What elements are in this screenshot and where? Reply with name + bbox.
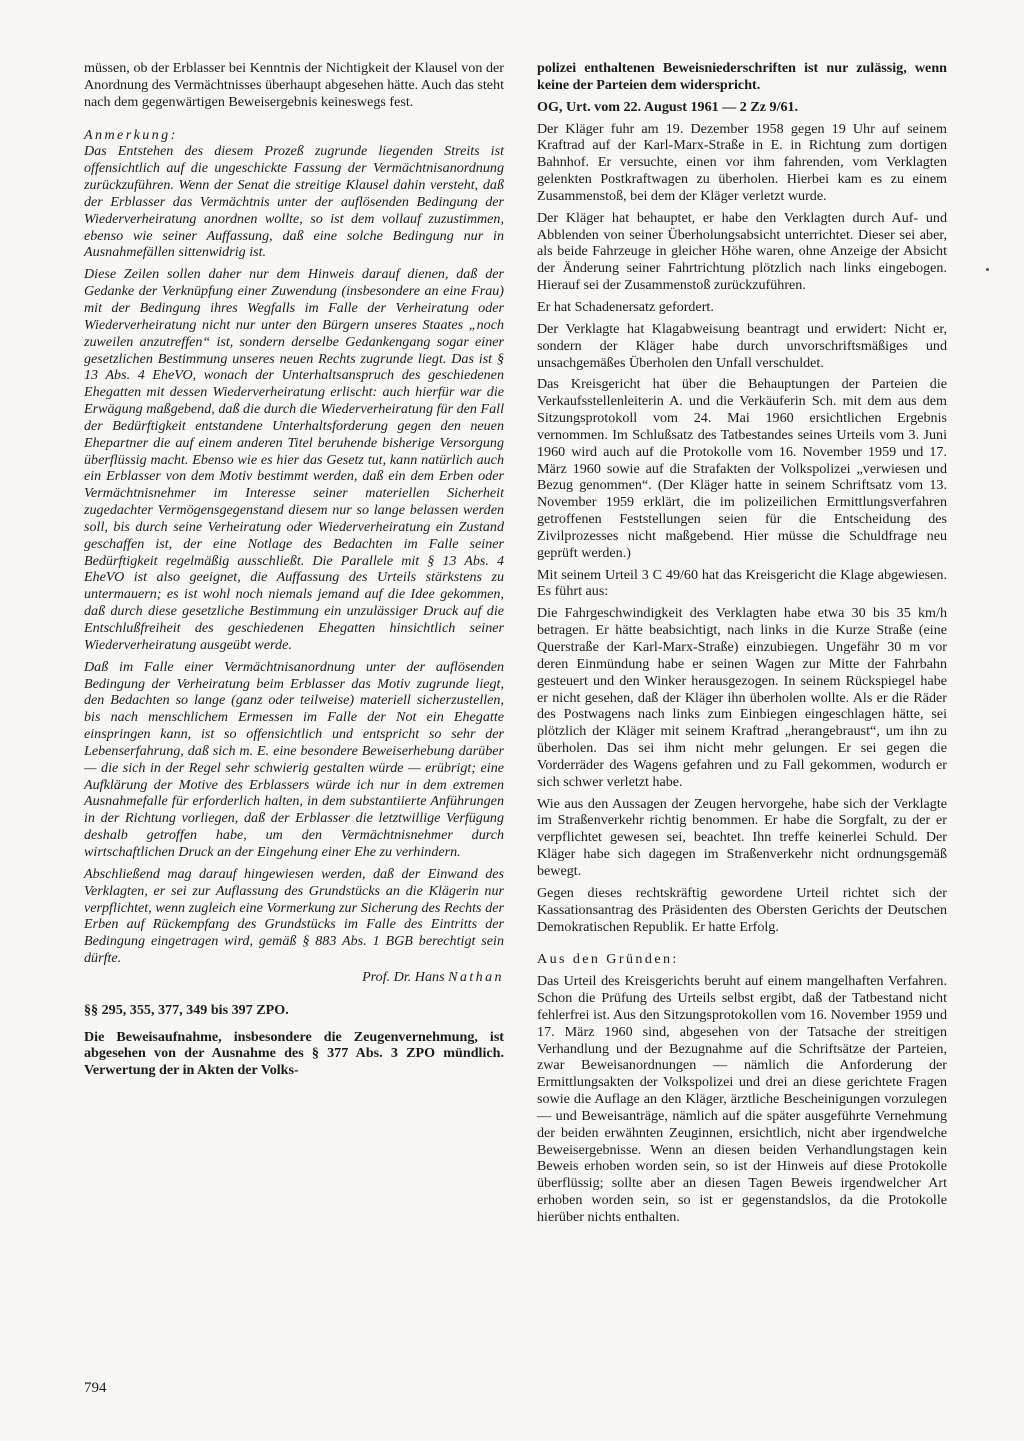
paragraph-3: Er hat Schadenersatz gefordert. bbox=[537, 298, 714, 315]
paragraph-9: Gegen dieses rechtskräftig gewordene Urteil richtet sich der Kassationsantrag des Präsidenten des Obersten Gerichts der Deutschen Demokratischen Republik. Er hatte Erfolg. bbox=[537, 884, 947, 935]
headnote-continuation: polizei enthaltenen Beweisniederschriften ist nur zulässig, wenn keine der Parteien dem widerspricht. bbox=[537, 60, 947, 93]
paragraph-8: Wie aus den Aussagen der Zeugen hervorgehe, habe sich der Verklagte im Straßenverkehr richtig benommen. Er habe die Sorgfalt, zu der er verpflichtet gewesen sei, beachtet. Ihn treffe keinerlei Schuld. Der Kläger habe sich dagegen im Straßenverkehr nicht ordnungsgemäß bewegt. bbox=[537, 795, 947, 879]
paragraph-6: Mit seinem Urteil 3 C 49/60 hat das Kreisgericht die Klage abgewiesen. Es führt aus: bbox=[537, 566, 947, 600]
paragraph-2: Der Kläger hat behauptet, er habe den Verklagten durch Auf- und Abblenden von seiner Überholungsabsicht unterrichtet. Dieser sei aber, als beide Fahrzeuge in gleicher Höhe waren, ohne Anzeige der Absicht der Änderung seiner Fahrtrichtung plötzlich nach links eingebogen. Hierauf sei der Zusammenstoß zurückzuführen. bbox=[537, 209, 947, 294]
signature-title: Prof. Dr. Hans bbox=[362, 968, 445, 985]
paragraph-10: Das Urteil des Kreisgerichts beruht auf einem mangelhaften Verfahren. Schon die Prüfung des Urteils selbst ergibt, daß der Tatbestand nicht fehlerfrei ist. Aus den Sitzungsprotokollen vom 16. November 1959 und 17. März 1960 sind, abgesehen von der Tatsache der streitigen Verhandlung und der Bezugnahme auf die Schriftsätze der Parteien, zwar Beweisanordnungen — nämlich die Anforderung der Ermittlungsakten der Volkspolizei und drei an diese gerichtete Fragen sowie die Auflage an den Kläger, ärztliche Bescheinigungen vorzulegen — und Beweisanträge, nämlich auf die später ausgeführte Vernehmung der beiden erwähnten Zeuginnen, ersichtlich, nicht aber irgendwelche Beweisergebnisse. Wenn an diesen beiden Verhandlungstagen kein Beweis erhoben worden sein, so ist der Hinweis auf diese Protokolle überflüssig; sollte aber an diesen Tagen Beweis irgendwelcher Art erhoben worden sein, so ist er gegenstandslos, da die Protokolle hierüber nichts enthalten. bbox=[537, 973, 947, 1225]
headnote: Die Beweisaufnahme, insbesondere die Zeugenvernehmung, ist abgesehen von der Ausnahme des § 377 Abs. 3 ZPO mündlich. Verwertung der in Akten der Volks- bbox=[84, 1028, 504, 1079]
signature bbox=[84, 969, 504, 986]
right-column bbox=[537, 60, 947, 1226]
statute-heading: §§ 295, 355, 377, 349 bis 397 ZPO. bbox=[84, 1001, 289, 1018]
note-paragraph-4: Abschließend mag darauf hingewiesen werden, daß der Einwand des Verklagten, er sei zur Auflassung des Grundstücks an die Klägerin nur verpflichtet, wenn zugleich eine Vormerkung zur Sicherung des Rechts der Erben auf Rückempfang des Grundstücks im Falle des Eintritts der Bedingung eingetragen wird, gemäß § 883 Abs. 1 BGB berechtigt sein dürfte. bbox=[84, 865, 504, 967]
note-paragraph-1: Das Entstehen des diesem Prozeß zugrunde liegenden Streits ist offensichtlich auf die ungeschickte Fassung der Vermächtnisanordnung zurückzuführen. Wenn der Senat die streitige Klausel dahin versteht, daß der Erblasser das Vermächtnis unter der auflösenden Bedingung der Wiederverheiratung anordnen wollte, so ist dem vollauf zuzustimmen, ebenso wie seiner Auffassung, daß eine solche Bedingung nur in Ausnahmefällen sittenwidrig ist. bbox=[84, 143, 504, 261]
signature-name: Nathan bbox=[448, 968, 504, 985]
margin-dot bbox=[986, 268, 989, 271]
anmerkung-heading: Anmerkung: bbox=[84, 126, 178, 143]
paragraph-5: Das Kreisgericht hat über die Behauptungen der Parteien die Verkaufsstellenleiterin A. und die Verkäuferin Sch. mit dem aus dem Sitzungsprotokoll vom 24. Mai 1960 ersichtlichen Ergebnis vernommen. Im Schlußsatz des Tatbestandes seines Urteils vom 3. Juni 1960 wird auch auf die Protokolle vom 16. November 1959 und 17. März 1960 sowie auf die Strafakten der Volkspolizei „verwiesen und Bezug genommen“. (Der Kläger hatte in seinem Schriftsatz vom 13. November 1959 erklärt, die im polizeilichen Ermittlungsverfahren getroffenen Feststellungen seien für die Entscheidung des Zivilprozesses nicht maßgebend. Hier müsse die Schuldfrage neu geprüft werden.) bbox=[537, 376, 947, 561]
page-number: 794 bbox=[84, 1380, 107, 1396]
paragraph-1: Der Kläger fuhr am 19. Dezember 1958 gegen 19 Uhr auf seinem Kraftrad auf der Karl-Marx-Straße in E. in Richtung zum dortigen Bahnhof. Er versuchte, einen vor ihm fahrenden, vom Verklagten gelenkten Postkraftwagen zu überholen. Hierbei kam es zu einem Zusammenstoß, bei dem der Kläger verletzt wurde. bbox=[537, 120, 947, 204]
paragraph-4: Der Verklagte hat Klagabweisung beantragt und erwidert: Nicht er, sondern der Kläger habe durch unvorschriftsmäßiges und unsachgemäßes Überholen den Unfall verschuldet. bbox=[537, 320, 947, 371]
court-citation: OG, Urt. vom 22. August 1961 — 2 Zz 9/61. bbox=[537, 98, 799, 115]
paragraph-continuation: müssen, ob der Erblasser bei Kenntnis der Nichtigkeit der Klausel von der Anordnung des Vermächtnisses überhaupt abgesehen hätte. Auch das steht nach dem gegenwärtigen Beweisergebnis keineswegs fest. bbox=[84, 60, 504, 110]
note-paragraph-2: Diese Zeilen sollen daher nur dem Hinweis darauf dienen, daß der Gedanke der Verknüpfung einer Zuwendung (insbesondere an eine Frau) mit der Bedingung ihres Wegfalls im Falle der Verheiratung oder Wiederverheiratung nicht nur unter den Bürgern unseres Staates „noch zuweilen anzutreffen“ ist, sondern derselbe Gedankengang sogar einer gesetzlichen Bestimmung unseres neuen Rechts zugrunde liegt. Das ist § 13 Abs. 4 EheVO, wonach der Unterhaltsanspruch des geschiedenen Ehegatten mit dessen Wiederverheiratung erlischt: auch hierfür war die Erwägung maßgebend, daß die durch die Wiederverheiratung für den Fall der Bedürftigkeit entstandene Unterhaltsforderung gegen den neuen Ehepartner die auf einem anderen Titel beruhende bisherige Versorgung überflüssig macht. Ebenso wie es hier das Gesetz tut, kann natürlich auch ein Erblasser von dem Motiv bestimmt werden, daß ein dem Erben oder Vermächtnisnehmer im Interesse seiner materiellen Sicherheit zugedachter Vermögensgegenstand diesem nur so lange belassen werden soll, bis durch seine Verheiratung oder Wiederverheiratung ein Zustand geschaffen ist, der eine Notlage des Bedachten im Falle seiner Bedürftigkeit regelmäßig ausschließt. Die Parallele mit § 13 Abs. 4 EheVO ist also geeignet, die Auffassung des Urteils stärkstens zu untermauern; es ist wohl noch niemals jemand auf die Idee gekommen, daß durch diese gesetzliche Bestimmung ein unzulässiger Druck auf die Entschlußfreiheit des geschiedenen Ehegatten hinsichtlich seiner Wiederverheiratung ausgeübt werde. bbox=[84, 266, 504, 653]
paragraph-7: Die Fahrgeschwindigkeit des Verklagten habe etwa 30 bis 35 km/h betragen. Er hätte beabsichtigt, nach links in die Kurze Straße (eine Querstraße der Karl-Marx-Straße) einzubiegen. Ungefähr 30 m vor deren Einmündung habe er seinen Wagen zur Mitte der Fahrbahn gesteuert und den Winker herausgezogen. In seinem Rückspiegel habe er nicht gesehen, daß der Kläger ihn überholen wollte. Als er die Räder des Postwagens nach links zum Einbiegen eingeschlagen hätte, sei plötzlich der Kläger mit seinem Kraftrad „herangebraust“, um ihn zu überholen. Das sei ihm nicht mehr gelungen. Er sei gegen die Vorderräder des Wagens gefahren und zu Fall gekommen, wodurch er sich schwer verletzt habe. bbox=[537, 605, 947, 790]
note-paragraph-3: Daß im Falle einer Vermächtnisanordnung unter der auflösenden Bedingung der Verheiratung beim Erblasser das Motiv zugrunde liegt, den Bedachten so lange (ganz oder teilweise) materiell sicherzustellen, bis nach menschlichem Ermessen im Falle der Not ein Ehegatte einspringen kann, ist so offensichtlich und entspricht so sehr der Lebenserfahrung, daß sich m. E. eine besondere Beweiserhebung darüber — die sich in der Regel sehr schwierig gestalten würde — erübrigt; eine Aufklärung der Motive des Erblassers würde ich nur in dem extremen Ausnahmefalle für erforderlich halten, in dem substantiierte Anführungen in der Richtung vorliegen, daß der Erblasser die letztwillige Verfügung deshalb getroffen habe, um den Vermächtnisnehmer durch wirtschaftlichen Druck an der Eingehung einer Ehe zu verhindern. bbox=[84, 658, 504, 860]
left-column bbox=[84, 60, 504, 1079]
gruende-heading: Aus den Gründen: bbox=[537, 951, 679, 968]
